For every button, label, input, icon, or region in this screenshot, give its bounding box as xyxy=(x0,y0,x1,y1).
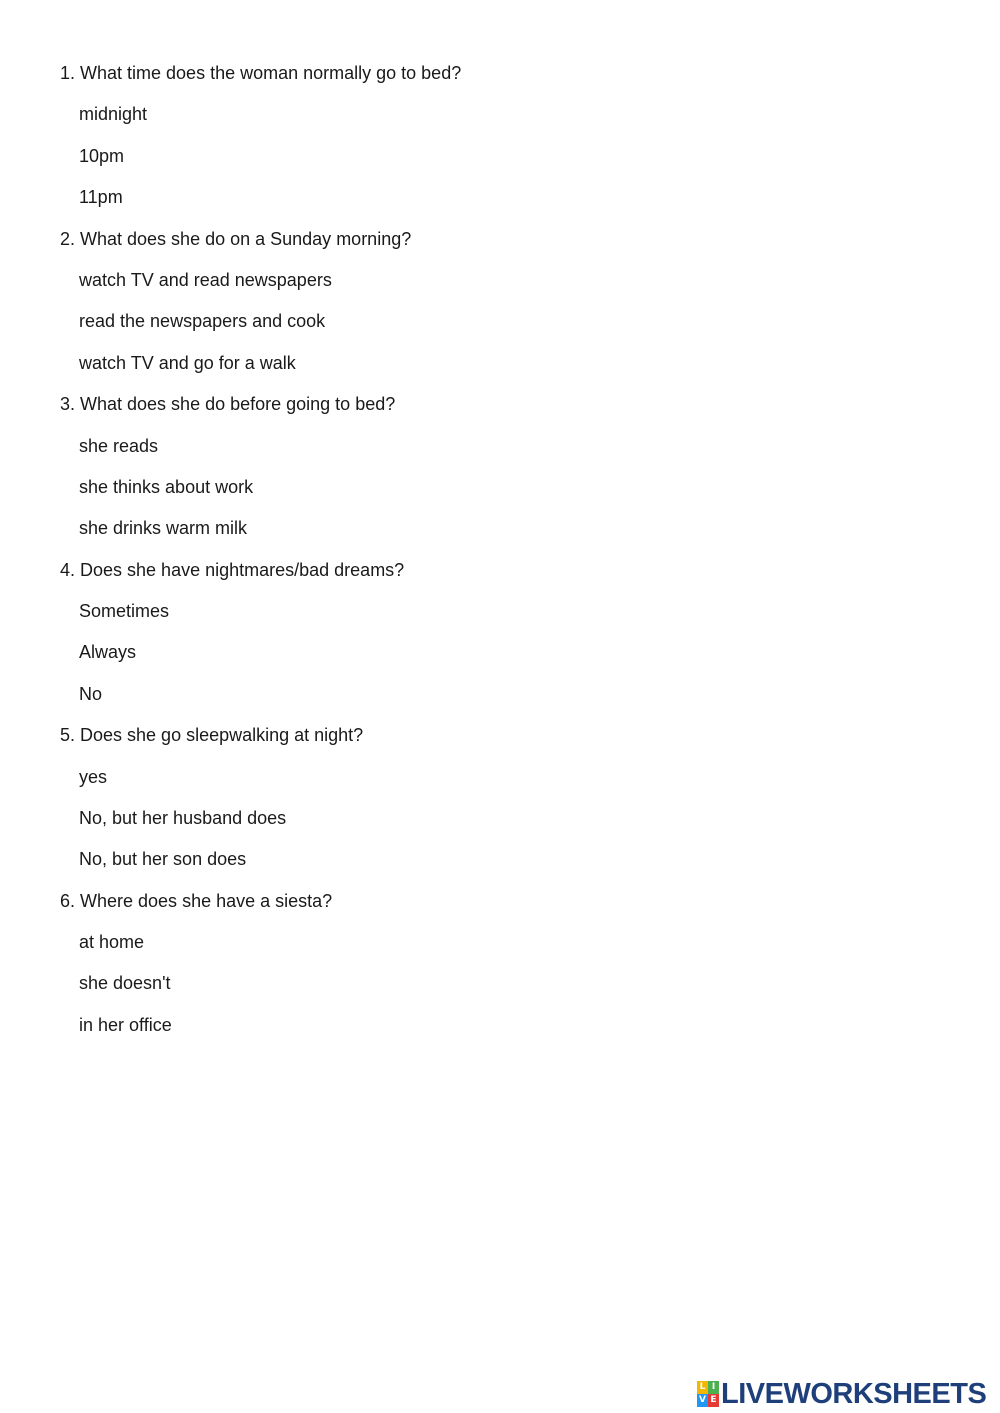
option-4-2[interactable]: Always xyxy=(79,642,137,662)
option-4-1[interactable]: Sometimes xyxy=(79,601,170,621)
option-6-3[interactable]: in her office xyxy=(79,1015,172,1035)
option-6-2[interactable]: she doesn't xyxy=(79,973,171,993)
option-1-1[interactable]: midnight xyxy=(79,104,148,124)
question-6: 6. Where does she have a siesta? xyxy=(60,891,333,911)
option-2-3[interactable]: watch TV and go for a walk xyxy=(79,353,296,373)
question-5: 5. Does she go sleepwalking at night? xyxy=(60,725,364,745)
logo-tile-green: I xyxy=(708,1381,719,1394)
option-3-1[interactable]: she reads xyxy=(79,436,159,456)
liveworksheets-brand xyxy=(697,1378,986,1410)
option-4-3[interactable]: No xyxy=(79,684,103,704)
brand-name: LIVEWORKSHEETS xyxy=(721,1378,987,1410)
logo-tile-yellow: L xyxy=(697,1381,708,1394)
option-1-3[interactable]: 11pm xyxy=(79,187,123,207)
logo-tile-blue: V xyxy=(697,1394,708,1407)
option-6-1[interactable]: at home xyxy=(79,932,145,952)
question-2: 2. What does she do on a Sunday morning? xyxy=(60,229,412,249)
option-5-3[interactable]: No, but her son does xyxy=(79,849,247,869)
logo-tile-red: E xyxy=(708,1394,719,1407)
option-2-1[interactable]: watch TV and read newspapers xyxy=(79,270,332,290)
option-1-2[interactable]: 10pm xyxy=(79,146,125,166)
question-1: 1. What time does the woman normally go to bed? xyxy=(60,63,462,83)
option-5-2[interactable]: No, but her husband does xyxy=(79,808,287,828)
option-3-3[interactable]: she drinks warm milk xyxy=(79,518,248,538)
question-4: 4. Does she have nightmares/bad dreams? xyxy=(60,560,405,580)
option-2-2[interactable]: read the newspapers and cook xyxy=(79,311,326,331)
question-3: 3. What does she do before going to bed? xyxy=(60,394,396,414)
liveworksheets-logo-icon xyxy=(697,1381,719,1407)
option-3-2[interactable]: she thinks about work xyxy=(79,477,254,497)
option-5-1[interactable]: yes xyxy=(79,767,108,787)
